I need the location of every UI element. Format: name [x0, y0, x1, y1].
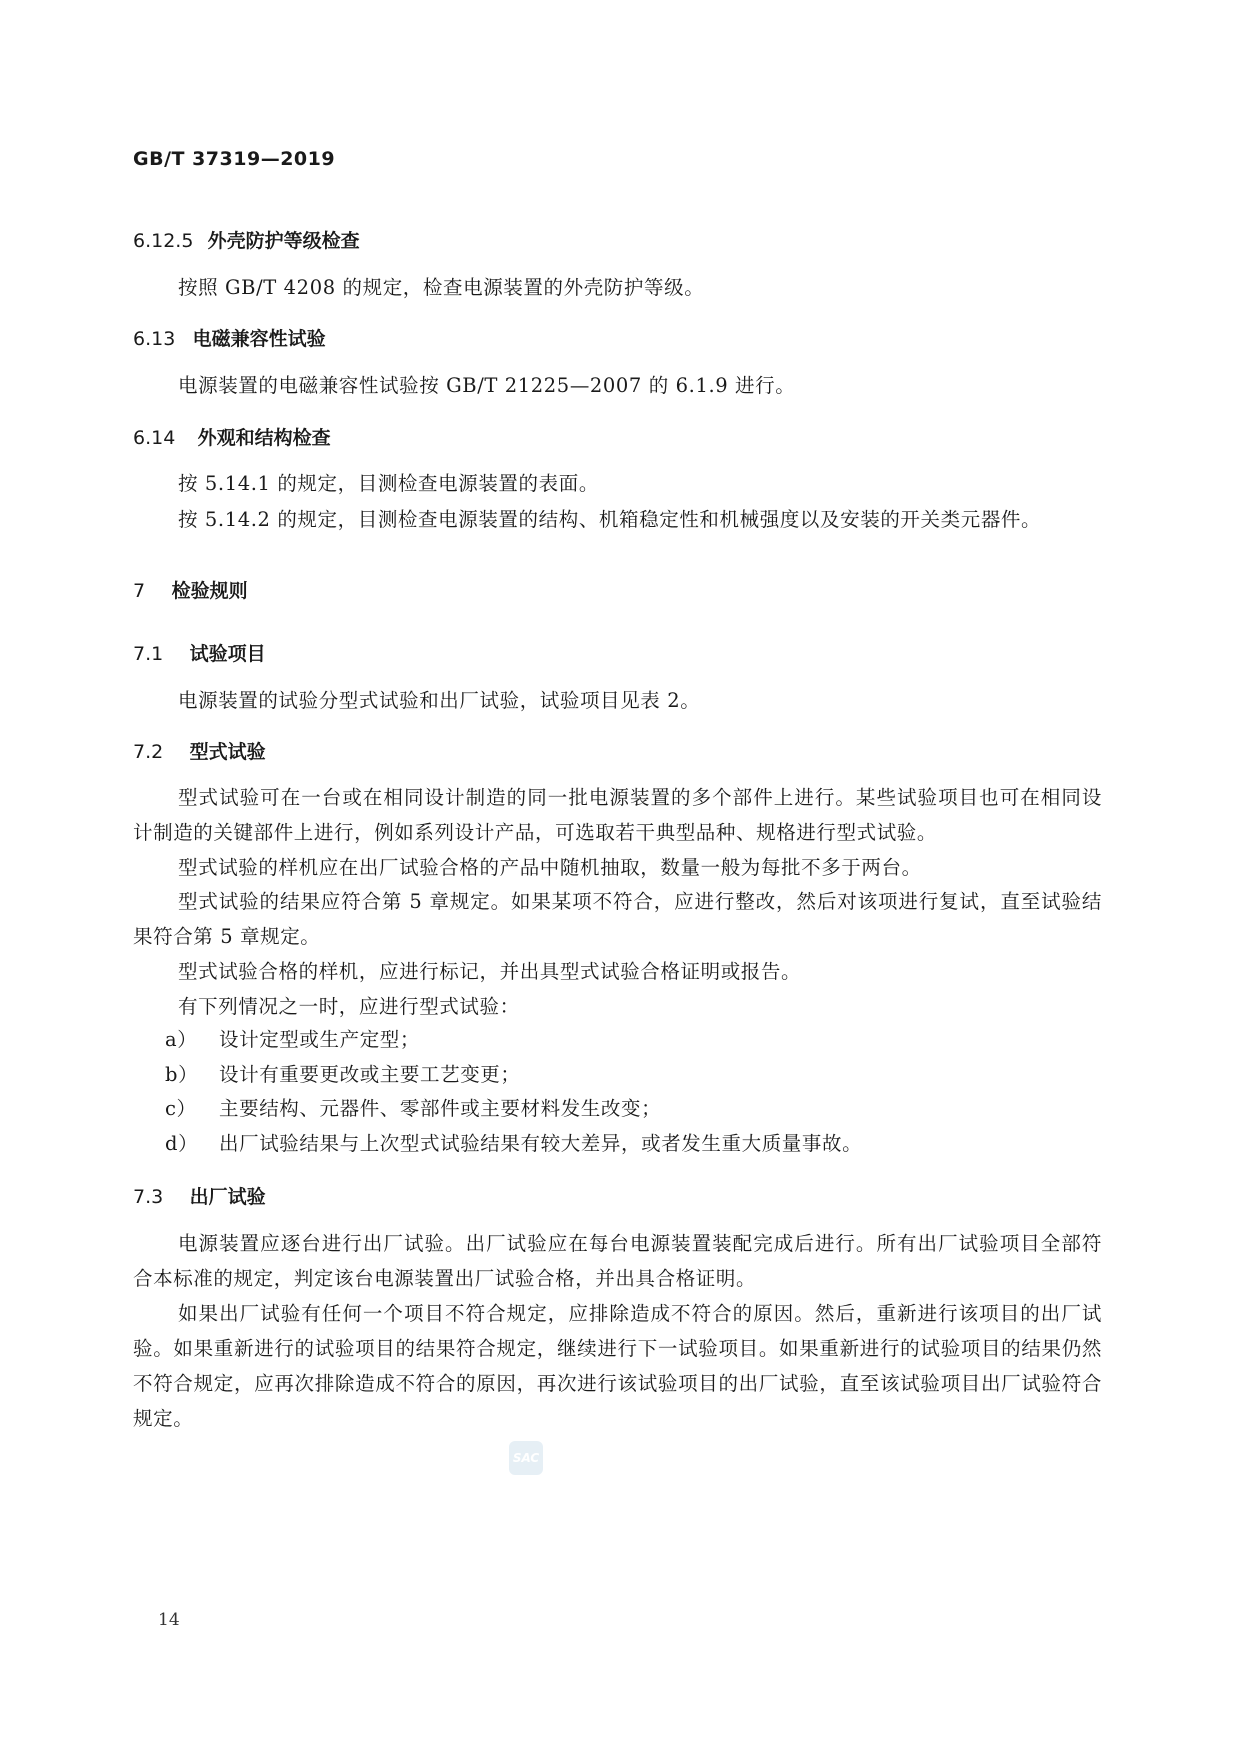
- list-item-text: 主要结构、元器件、零部件或主要材料发生改变；: [219, 1097, 662, 1120]
- section-title: 电磁兼容性试验: [192, 328, 326, 350]
- chapter-title: 检验规则: [171, 580, 248, 602]
- section-number: 6.14: [133, 427, 176, 449]
- heading-6-12-5: [133, 226, 360, 253]
- list-item-label: d）: [165, 1132, 199, 1155]
- list-item-text: 设计有重要更改或主要工艺变更；: [219, 1063, 521, 1086]
- paragraph: 型式试验可在一台或在相同设计制造的同一批电源装置的多个部件上进行。某些试验项目也可在相同设计制造的关键部件上进行，例如系列设计产品，可选取若干典型品种、规格进行型式试验。: [133, 786, 1102, 844]
- paragraph: 型式试验合格的样机，应进行标记，并出具型式试验合格证明或报告。: [178, 960, 802, 983]
- section-number: 6.12.5: [133, 230, 194, 252]
- list-item-label: c）: [165, 1097, 197, 1120]
- heading-7-1: [133, 639, 266, 666]
- paragraph: 有下列情况之一时，应进行型式试验：: [178, 995, 520, 1018]
- heading-7-3: [133, 1182, 266, 1209]
- list-item-text: 设计定型或生产定型；: [219, 1028, 421, 1051]
- chapter-number: 7: [133, 580, 146, 602]
- section-number: 6.13: [133, 328, 176, 350]
- list-item-label: a）: [165, 1028, 198, 1051]
- page-number: 14: [158, 1610, 180, 1630]
- paragraph: 电源装置的电磁兼容性试验按 GB/T 21225—2007 的 6.1.9 进行。: [178, 374, 796, 397]
- paragraph: 电源装置应逐台进行出厂试验。出厂试验应在每台电源装置装配完成后进行。所有出厂试验项目全部符合本标准的规定，判定该台电源装置出厂试验合格，并出具合格证明。: [133, 1232, 1102, 1290]
- section-title: 试验项目: [189, 643, 266, 665]
- list-item: [165, 1024, 420, 1052]
- paragraph: 电源装置的试验分型式试验和出厂试验，试验项目见表 2。: [178, 689, 701, 712]
- list-item: [165, 1059, 521, 1087]
- list-item-label: b）: [165, 1063, 199, 1086]
- section-title: 外壳防护等级检查: [207, 230, 360, 252]
- paragraph: 按 5.14.2 的规定，目测检查电源装置的结构、机箱稳定性和机械强度以及安装的开关类元器件。: [178, 508, 1042, 531]
- list-item: [165, 1128, 862, 1156]
- paragraph: 如果出厂试验有任何一个项目不符合规定，应排除造成不符合的原因。然后，重新进行该项目的出厂试验。如果重新进行的试验项目的结果符合规定，继续进行下一试验项目。如果重新进行的试验项目的结果仍然不符合规定，应再次排除造成不符合的原因，再次进行该试验项目的出厂试验，直至该试验项目出厂试验符合规定。: [133, 1302, 1102, 1430]
- list-item-text: 出厂试验结果与上次型式试验结果有较大差异，或者发生重大质量事故。: [219, 1132, 863, 1155]
- paragraph: 型式试验的结果应符合第 5 章规定。如果某项不符合，应进行整改，然后对该项进行复试，直至试验结果符合第 5 章规定。: [133, 890, 1102, 948]
- list-item: [165, 1093, 661, 1121]
- section-number: 7.1: [133, 643, 164, 665]
- section-number: 7.2: [133, 741, 164, 763]
- paragraph: 型式试验的样机应在出厂试验合格的产品中随机抽取，数量一般为每批不多于两台。: [178, 856, 922, 879]
- section-title: 型式试验: [189, 741, 266, 763]
- heading-7-2: [133, 737, 266, 764]
- heading-6-14: [133, 423, 331, 450]
- paragraph: 按照 GB/T 4208 的规定，检查电源装置的外壳防护等级。: [178, 276, 705, 299]
- section-title: 外观和结构检查: [197, 427, 331, 449]
- heading-7: [133, 576, 248, 603]
- sac-watermark-logo: SAC: [509, 1441, 543, 1475]
- section-title: 出厂试验: [189, 1186, 266, 1208]
- heading-6-13: [133, 324, 326, 351]
- section-number: 7.3: [133, 1186, 164, 1208]
- standard-number-header: GB/T 37319—2019: [133, 148, 336, 170]
- paragraph: 按 5.14.1 的规定，目测检查电源装置的表面。: [178, 472, 599, 495]
